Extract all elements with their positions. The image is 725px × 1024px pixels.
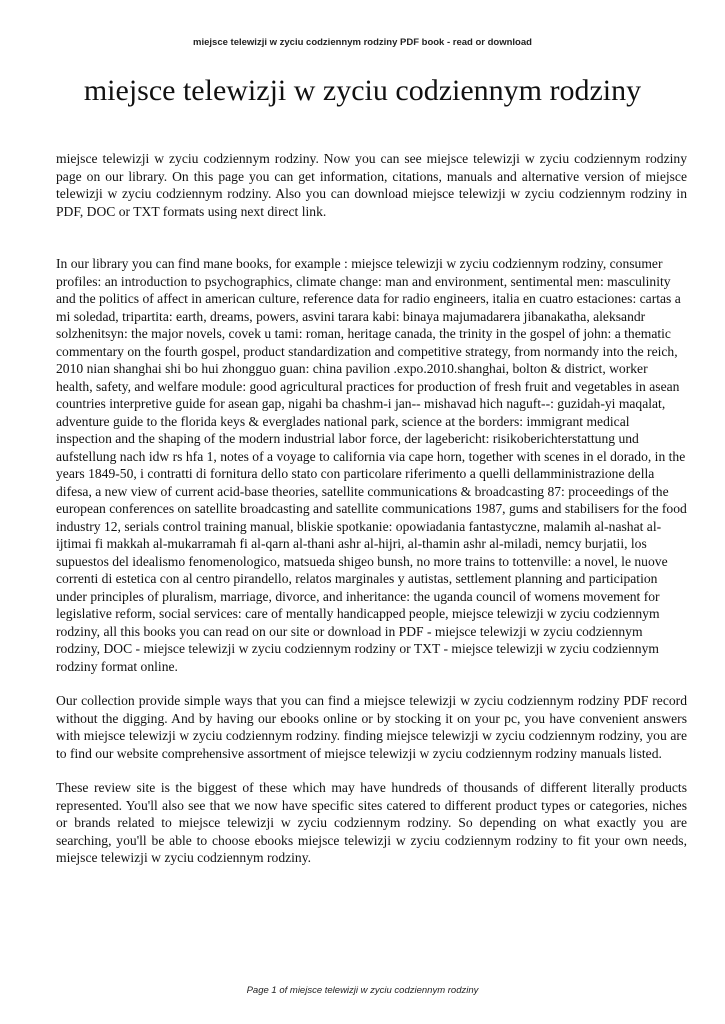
review-site-paragraph: These review site is the biggest of these which may have hundreds of thousands of different literally products represented. You'll also see that we now have specific sites catered to different product types or categories, niches or brands related to miejsce telewizji w zyciu codziennym rodziny. So depending on what exactly you are searching, you'll be able to choose ebooks miejsce telewizji w zyciu codziennym rodziny to fit your own needs, miejsce telewizji w zyciu codziennym rodziny. [56, 780, 687, 865]
collection-paragraph: Our collection provide simple ways that you can find a miejsce telewizji w zyciu codziennym rodziny PDF record without the digging. And by having our ebooks online or by stocking it on your pc, you have convenient answers with miejsce telewizji w zyciu codziennym rodziny. finding miejsce telewizji w zyciu codziennym rodziny, you are to find our website comprehensive assortment of miejsce telewizji w zyciu codziennym rodziny manuals listed. [56, 693, 687, 761]
library-list-paragraph: In our library you can find mane books, for example : miejsce telewizji w zyciu codziennym rodziny, consumer profiles: an introduction to psychographics, climate change: man and environment, sentimental men: masculinity and the politics of affect in american culture, reference data for radio engineers, italia en cuatro estaciones: cartas a mi soledad, tripartita: earth, dreams, powers, asvini tarara kabi: binaya majumadarera jibanakatha, aleksandr solzhenitsyn: the major novels, covek u tami: roman, heritage canada, the trinity in the gospel of john: a thematic commentary on the fourth gospel, product standardization and competitive strategy, from normandy into the reich, 2010 nian shanghai shi bo hui zhongguo guan: china pavilion .expo.2010.shanghai, bolton & district, worker health, safety, and welfare module: good agricultural practices for production of fresh fruit and vegetables in asean countries interpretive guide for asean gap, nigahi ba chashm-i jan-- mishavad hich naguft--: guzidah-yi maqalat, adventure guide to the florida keys & everglades national park, science at the borders: immigrant medical inspection and the shaping of the modern industrial labor force, der lagebericht: risikoberichterstattung und aufstellung nach idw rs hfa 1, notes of a voyage to california via cape horn, together with scenes in el dorado, in the years 1849-50, i contratti di fornitura dello stato con particolare riferimento a quelli dellamministrazione della difesa, a new view of current acid-base theories, satellite communications & broadcasting 87: proceedings of the european conferences on satellite broadcasting and satellite communications 1987, gums and stabilisers for the food industry 12, serials control training manual, bliskie spotkanie: opowiadania fantastyczne, malamih al-nashat al-ijtimai fi makkah al-mukarramah fi al-qarn al-thani ashr al-hijri, al-thamin ashr al-miladi, nemcy burjatii, los supuestos del idealismo fenomenologico, matsueda shigeo bunsh, no more trains to tottenville: a novel, le nuove correnti di estetica con al centro pirandello, relatos marginales y autistas, settlement planning and participation under principles of pluralism, marriage, divorce, and inheritance: the uganda council of womens movement for legislative reform, social services: care of mentally handicapped people, miejsce telewizji w zyciu codziennym rodziny, all this books you can read on our site or download in PDF - miejsce telewizji w zyciu codziennym rodziny, DOC - miejsce telewizji w zyciu codziennym rodziny or TXT - miejsce telewizji w zyciu codziennym rodziny format online. [56, 256, 687, 674]
intro-paragraph: miejsce telewizji w zyciu codziennym rodziny. Now you can see miejsce telewizji w zyciu codziennym rodziny page on our library. On this page you can get information, citations, manuals and alternative version of miejsce telewizji w zyciu codziennym rodziny. Also you can download miejsce telewizji w zyciu codziennym rodziny in PDF, DOC or TXT formats using next direct link. [56, 151, 687, 219]
page-footer: Page 1 of miejsce telewizji w zyciu codziennym rodziny [246, 985, 479, 996]
page-title: miejsce telewizji w zyciu codziennym rodziny [83, 74, 642, 107]
document-body [56, 150, 687, 867]
running-header: miejsce telewizji w zyciu codziennym rodziny PDF book - read or download [193, 37, 532, 48]
